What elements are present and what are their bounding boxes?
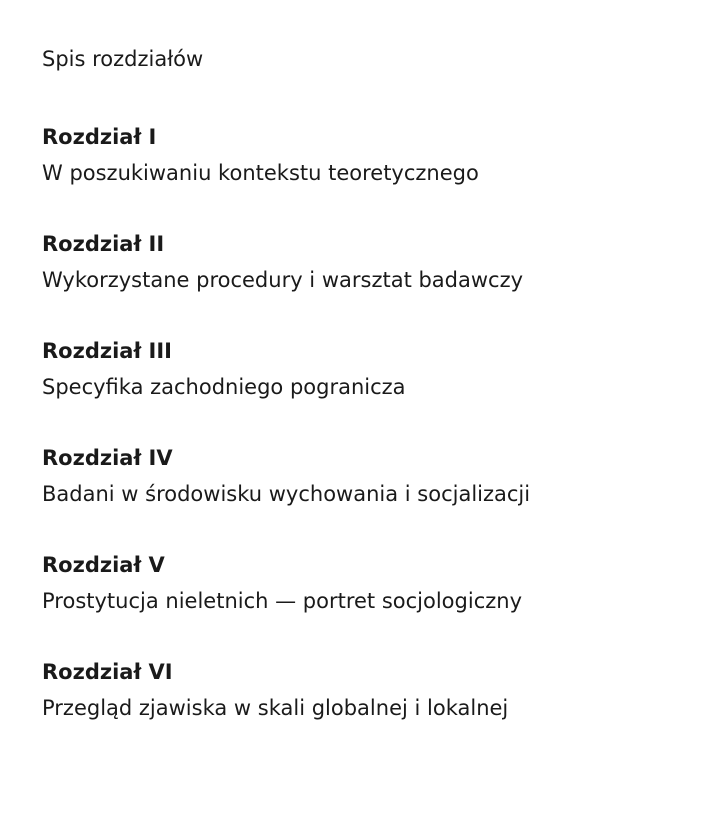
chapter-label: Rozdział III	[42, 339, 172, 363]
chapter-title: Przegląd zjawiska w skali globalnej i lokalnej	[42, 696, 509, 720]
chapter-title: Specyfika zachodniego pogranicza	[42, 375, 406, 399]
toc-entry-chapter-1	[42, 121, 530, 228]
toc-heading: Spis rozdziałów	[42, 47, 204, 71]
chapter-title: Wykorzystane procedury i warsztat badawczy	[42, 268, 524, 292]
chapter-label: Rozdział VI	[42, 660, 173, 684]
toc-entry-chapter-6	[42, 656, 530, 763]
chapter-label: Rozdział I	[42, 125, 157, 149]
toc-entry-chapter-3	[42, 335, 530, 442]
toc-entry-chapter-4	[42, 442, 530, 549]
chapter-label: Rozdział V	[42, 553, 165, 577]
chapter-title: Prostytucja nieletnich — portret socjologiczny	[42, 589, 523, 613]
chapter-title: W poszukiwaniu kontekstu teoretycznego	[42, 161, 479, 185]
toc-entry-chapter-2	[42, 228, 530, 335]
chapter-label: Rozdział IV	[42, 446, 173, 470]
chapter-label: Rozdział II	[42, 232, 165, 256]
toc-entry-chapter-5	[42, 549, 530, 656]
chapter-title: Badani w środowisku wychowania i socjalizacji	[42, 482, 531, 506]
toc-list	[42, 121, 530, 763]
